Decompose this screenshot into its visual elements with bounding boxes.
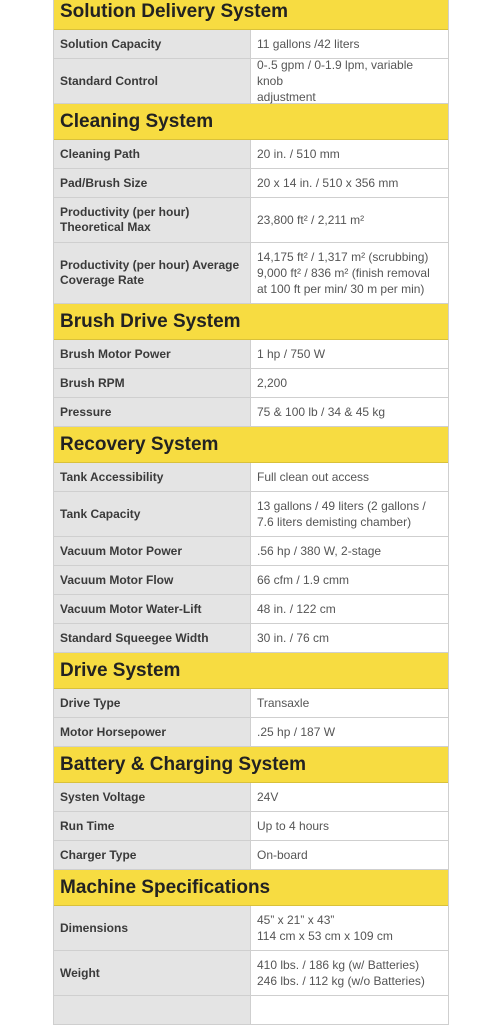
spec-value: .25 hp / 187 W [251, 718, 448, 746]
spec-label [54, 996, 251, 1024]
spec-row [54, 783, 448, 812]
section-header-recovery: Recovery System [54, 427, 448, 463]
spec-row [54, 243, 448, 304]
spec-row-partial [54, 996, 448, 1025]
spec-label: Standard Control [54, 59, 251, 103]
spec-label: Drive Type [54, 689, 251, 717]
spec-label: Productivity (per hour) Average Coverage Rate [54, 243, 251, 303]
spec-row [54, 812, 448, 841]
spec-value: 0-.5 gpm / 0-1.9 lpm, variable knob adjustment [251, 59, 448, 103]
spec-value: 1 hp / 750 W [251, 340, 448, 368]
spec-value: 66 cfm / 1.9 cmm [251, 566, 448, 594]
spec-label: Cleaning Path [54, 140, 251, 168]
spec-label: Run Time [54, 812, 251, 840]
spec-row [54, 906, 448, 951]
section-header-cleaning: Cleaning System [54, 104, 448, 140]
section-header-battery-charging: Battery & Charging System [54, 747, 448, 783]
spec-row [54, 718, 448, 747]
spec-label: Systen Voltage [54, 783, 251, 811]
spec-label: Productivity (per hour) Theoretical Max [54, 198, 251, 242]
spec-value: 48 in. / 122 cm [251, 595, 448, 623]
spec-row [54, 169, 448, 198]
spec-label: Vacuum Motor Water-Lift [54, 595, 251, 623]
spec-value: 13 gallons / 49 liters (2 gallons / 7.6 liters demisting chamber) [251, 492, 448, 536]
spec-row [54, 340, 448, 369]
spec-value: .56 hp / 380 W, 2-stage [251, 537, 448, 565]
section-header-solution-delivery: Solution Delivery System [54, 0, 448, 30]
spec-value: 45” x 21” x 43” 114 cm x 53 cm x 109 cm [251, 906, 448, 950]
spec-value [251, 996, 448, 1024]
spec-label: Motor Horsepower [54, 718, 251, 746]
spec-value: 30 in. / 76 cm [251, 624, 448, 652]
spec-value: 14,175 ft² / 1,317 m² (scrubbing) 9,000 ft² / 836 m² (finish removal at 100 ft per min/ 30 m per min) [251, 243, 448, 303]
spec-value: 75 & 100 lb / 34 & 45 kg [251, 398, 448, 426]
spec-row [54, 951, 448, 996]
spec-label: Dimensions [54, 906, 251, 950]
spec-value: 23,800 ft² / 2,211 m² [251, 198, 448, 242]
spec-label: Weight [54, 951, 251, 995]
spec-label: Charger Type [54, 841, 251, 869]
spec-row [54, 59, 448, 104]
spec-row [54, 689, 448, 718]
section-header-drive: Drive System [54, 653, 448, 689]
spec-label: Brush Motor Power [54, 340, 251, 368]
spec-row [54, 140, 448, 169]
spec-value: On-board [251, 841, 448, 869]
spec-row [54, 566, 448, 595]
spec-label: Vacuum Motor Flow [54, 566, 251, 594]
spec-label: Tank Capacity [54, 492, 251, 536]
spec-row [54, 624, 448, 653]
section-header-brush-drive: Brush Drive System [54, 304, 448, 340]
spec-row [54, 537, 448, 566]
spec-label: Pad/Brush Size [54, 169, 251, 197]
spec-value: 11 gallons /42 liters [251, 30, 448, 58]
spec-value: Full clean out access [251, 463, 448, 491]
spec-row [54, 492, 448, 537]
spec-row [54, 463, 448, 492]
spec-value: Transaxle [251, 689, 448, 717]
spec-row [54, 841, 448, 870]
spec-row [54, 198, 448, 243]
spec-row [54, 398, 448, 427]
spec-value: 20 x 14 in. / 510 x 356 mm [251, 169, 448, 197]
spec-value: 20 in. / 510 mm [251, 140, 448, 168]
spec-table [53, 0, 449, 1025]
spec-row [54, 369, 448, 398]
spec-value: 24V [251, 783, 448, 811]
spec-label: Solution Capacity [54, 30, 251, 58]
spec-label: Standard Squeegee Width [54, 624, 251, 652]
spec-value: 410 lbs. / 186 kg (w/ Batteries) 246 lbs. / 112 kg (w/o Batteries) [251, 951, 448, 995]
section-header-machine-specifications: Machine Specifications [54, 870, 448, 906]
spec-value: Up to 4 hours [251, 812, 448, 840]
spec-label: Pressure [54, 398, 251, 426]
spec-label: Brush RPM [54, 369, 251, 397]
spec-value: 2,200 [251, 369, 448, 397]
spec-label: Tank Accessibility [54, 463, 251, 491]
spec-label: Vacuum Motor Power [54, 537, 251, 565]
spec-row [54, 595, 448, 624]
spec-row [54, 30, 448, 59]
